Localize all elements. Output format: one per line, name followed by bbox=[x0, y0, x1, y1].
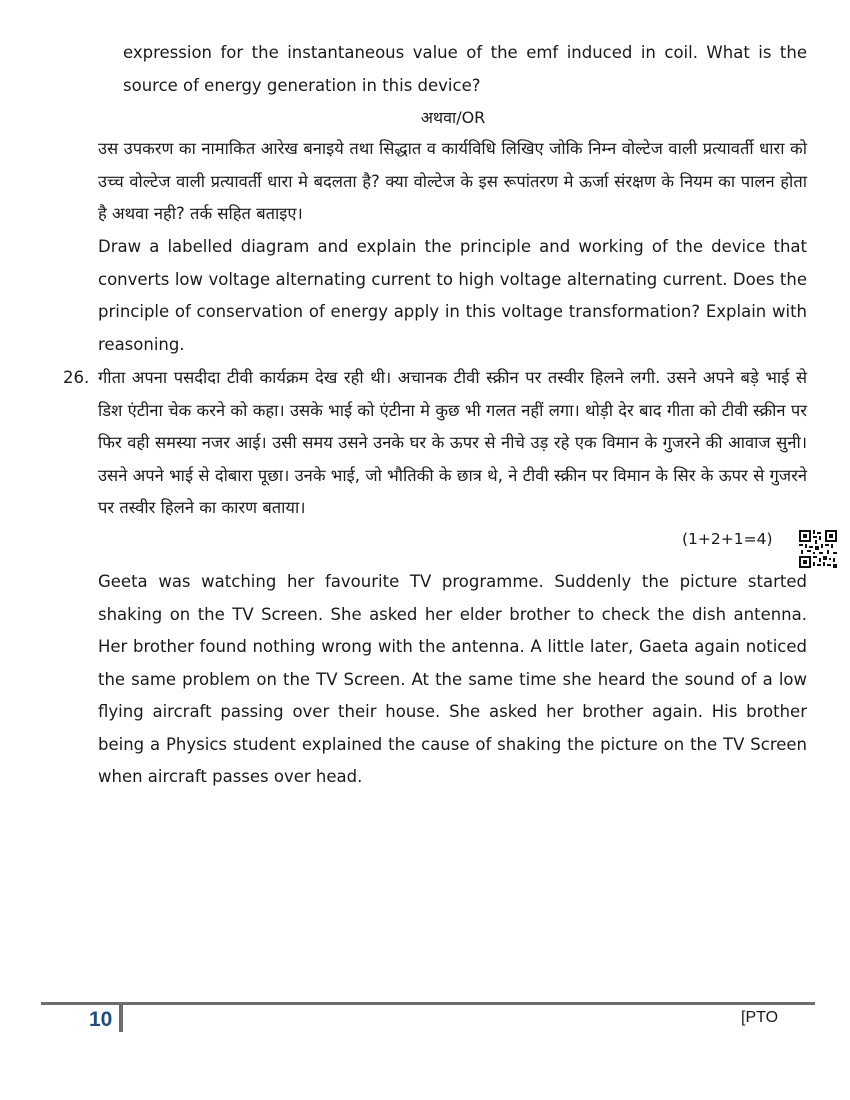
pto-label: [PTO bbox=[741, 1009, 779, 1026]
q26-marks: (1+2+1=4) bbox=[682, 530, 773, 548]
q25-continuation-text: expression for the instantaneous value of the emf induced in coil. What is the source of energy generation in this device? bbox=[123, 43, 807, 95]
qr-code-icon bbox=[799, 530, 837, 568]
q25-alternative-english: Draw a labelled diagram and explain the principle and working of the device that converts low voltage alternating current to high voltage alternating current. Does the principle of conservation of energy apply in this voltage transformation? Explain with reasoning. bbox=[98, 237, 807, 354]
q26-hindi-text: गीता अपना पसदीदा टीवी कार्यक्रम देख रही थी। अचानक टीवी स्क्रीन पर तस्वीर हिलने लगी. उसने अपने बड़े भाई से डिश एंटीना चेक करने को कहा। उसके भाई को एंटीना मे कुछ भी गलत नहीं लगा। थोड़ी देर बाद गीता को टीवी स्क्रीन पर फिर वही समस्या नजर आई। उसी समय उसने उनके घर के ऊपर से नीचे उड़ रहे एक विमान के गुजरने की आवाज सुनी। उसने अपने भाई से दोबारा पूछा। उनके भाई, जो भौतिकी के छात्र थे, ने टीवी स्क्रीन पर विमान के सिर के ऊपर से गुजरने पर तस्वीर हिलने का कारण बताया। bbox=[98, 368, 807, 517]
q26-english-text: Geeta was watching her favourite TV programme. Suddenly the picture started shaking on the TV Screen. She asked her elder brother to check the dish antenna. Her brother found nothing wrong with the antenna. A little later, Gaeta again noticed the same problem on the TV Screen. At the same time she heard the sound of a low flying aircraft passing over their house. She asked her brother again. His brother being a Physics student explained the cause of shaking the picture on the TV Screen when aircraft passes over head. bbox=[98, 572, 807, 786]
question-number-26: 26. bbox=[63, 368, 90, 387]
or-separator: अथवा/OR bbox=[420, 108, 486, 127]
footer-rule bbox=[41, 1002, 815, 1005]
page-number-divider bbox=[119, 1005, 123, 1032]
page-number: 10 bbox=[89, 1008, 113, 1031]
q25-alternative-hindi: उस उपकरण का नामाकित आरेख बनाइये तथा सिद्धात व कार्यविधि लिखिए जोकि निम्न वोल्टेज वाली प्रत्यावर्ती धारा को उच्च वोल्टेज वाली प्रत्यावर्ती धारा मे बदलता है? क्या वोल्टेज के इस रूपांतरण मे ऊर्जा संरक्षण के नियम का पालन होता है अथवा नही? तर्क सहित बताइए। bbox=[98, 139, 807, 223]
